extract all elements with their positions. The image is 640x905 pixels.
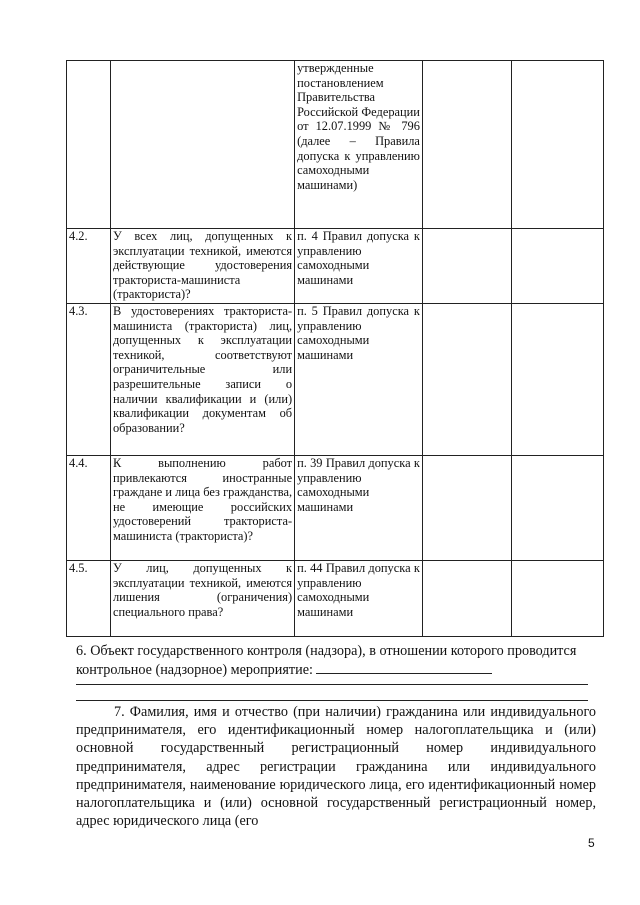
answer-cell <box>422 561 511 637</box>
row-reference: утвержденные постановлением Правительства Российской Федерации от 12.07.1999 № 796 (далее – Правила допуска к управлению самоходными машинами) <box>295 61 423 229</box>
page-number: 5 <box>588 836 595 850</box>
row-question: У всех лиц, допущенных к эксплуатации техникой, имеются действующие удостоверения тракториста-машиниста (тракториста)? <box>110 229 294 304</box>
row-question <box>110 61 294 229</box>
row-reference: п. 5 Правил допуска к управлению самоходными машинами <box>295 304 423 456</box>
answer-cell <box>422 229 511 304</box>
note-cell <box>511 456 603 561</box>
row-reference: п. 44 Правил допуска к управлению самоходными машинами <box>295 561 423 637</box>
row-number: 4.2. <box>67 229 111 304</box>
row-number: 4.4. <box>67 456 111 561</box>
note-cell <box>511 304 603 456</box>
answer-cell <box>422 456 511 561</box>
row-question: У лиц, допущенных к эксплуатации техникой, имеются лишения (ограничения) специального права? <box>110 561 294 637</box>
section-6-object <box>76 642 592 680</box>
row-question: К выполнению работ привлекаются иностранные граждане и лица без гражданства, не имеющие российских удостоверений тракториста-машиниста (тракториста)? <box>110 456 294 561</box>
answer-cell <box>422 61 511 229</box>
note-cell <box>511 61 603 229</box>
section-7-paragraph: 7. Фамилия, имя и отчество (при наличии) гражданина или индивидуального предпринимателя, его идентификационный номер налогоплательщика и (или) основной государственный регистрационный номер индивидуального предпринимателя, адрес регистрации гражданина или индивидуального предпринимателя, наименование юридического лица, его идентификационный номер налогоплательщика и (или) основной государственный регистрационный номер, адрес юридического лица (его <box>76 704 596 830</box>
row-question: В удостоверениях тракториста-машиниста (тракториста) лиц, допущенных к эксплуатации техникой, соответствуют ограничительные или разрешительные записи о наличии квалификации и (или) квалификации документам об образовании? <box>110 304 294 456</box>
table-row <box>67 561 604 637</box>
note-cell <box>511 229 603 304</box>
table-row <box>67 61 604 229</box>
row-number: 4.5. <box>67 561 111 637</box>
row-reference: п. 4 Правил допуска к управлению самоходными машинами <box>295 229 423 304</box>
object-fill-line[interactable] <box>316 661 492 674</box>
note-cell <box>511 561 603 637</box>
checklist-table <box>66 60 604 637</box>
section-6-text: 6. Объект государственного контроля (надзора), в отношении которого проводится контрольное (надзорное) мероприятие: <box>76 643 577 678</box>
answer-cell <box>422 304 511 456</box>
row-number: 4.3. <box>67 304 111 456</box>
fill-line-2[interactable] <box>76 684 588 685</box>
table-row <box>67 456 604 561</box>
fill-line-3[interactable] <box>76 700 588 701</box>
table-row <box>67 229 604 304</box>
row-number <box>67 61 111 229</box>
table-row <box>67 304 604 456</box>
row-reference: п. 39 Правил допуска к управлению самоходными машинами <box>295 456 423 561</box>
